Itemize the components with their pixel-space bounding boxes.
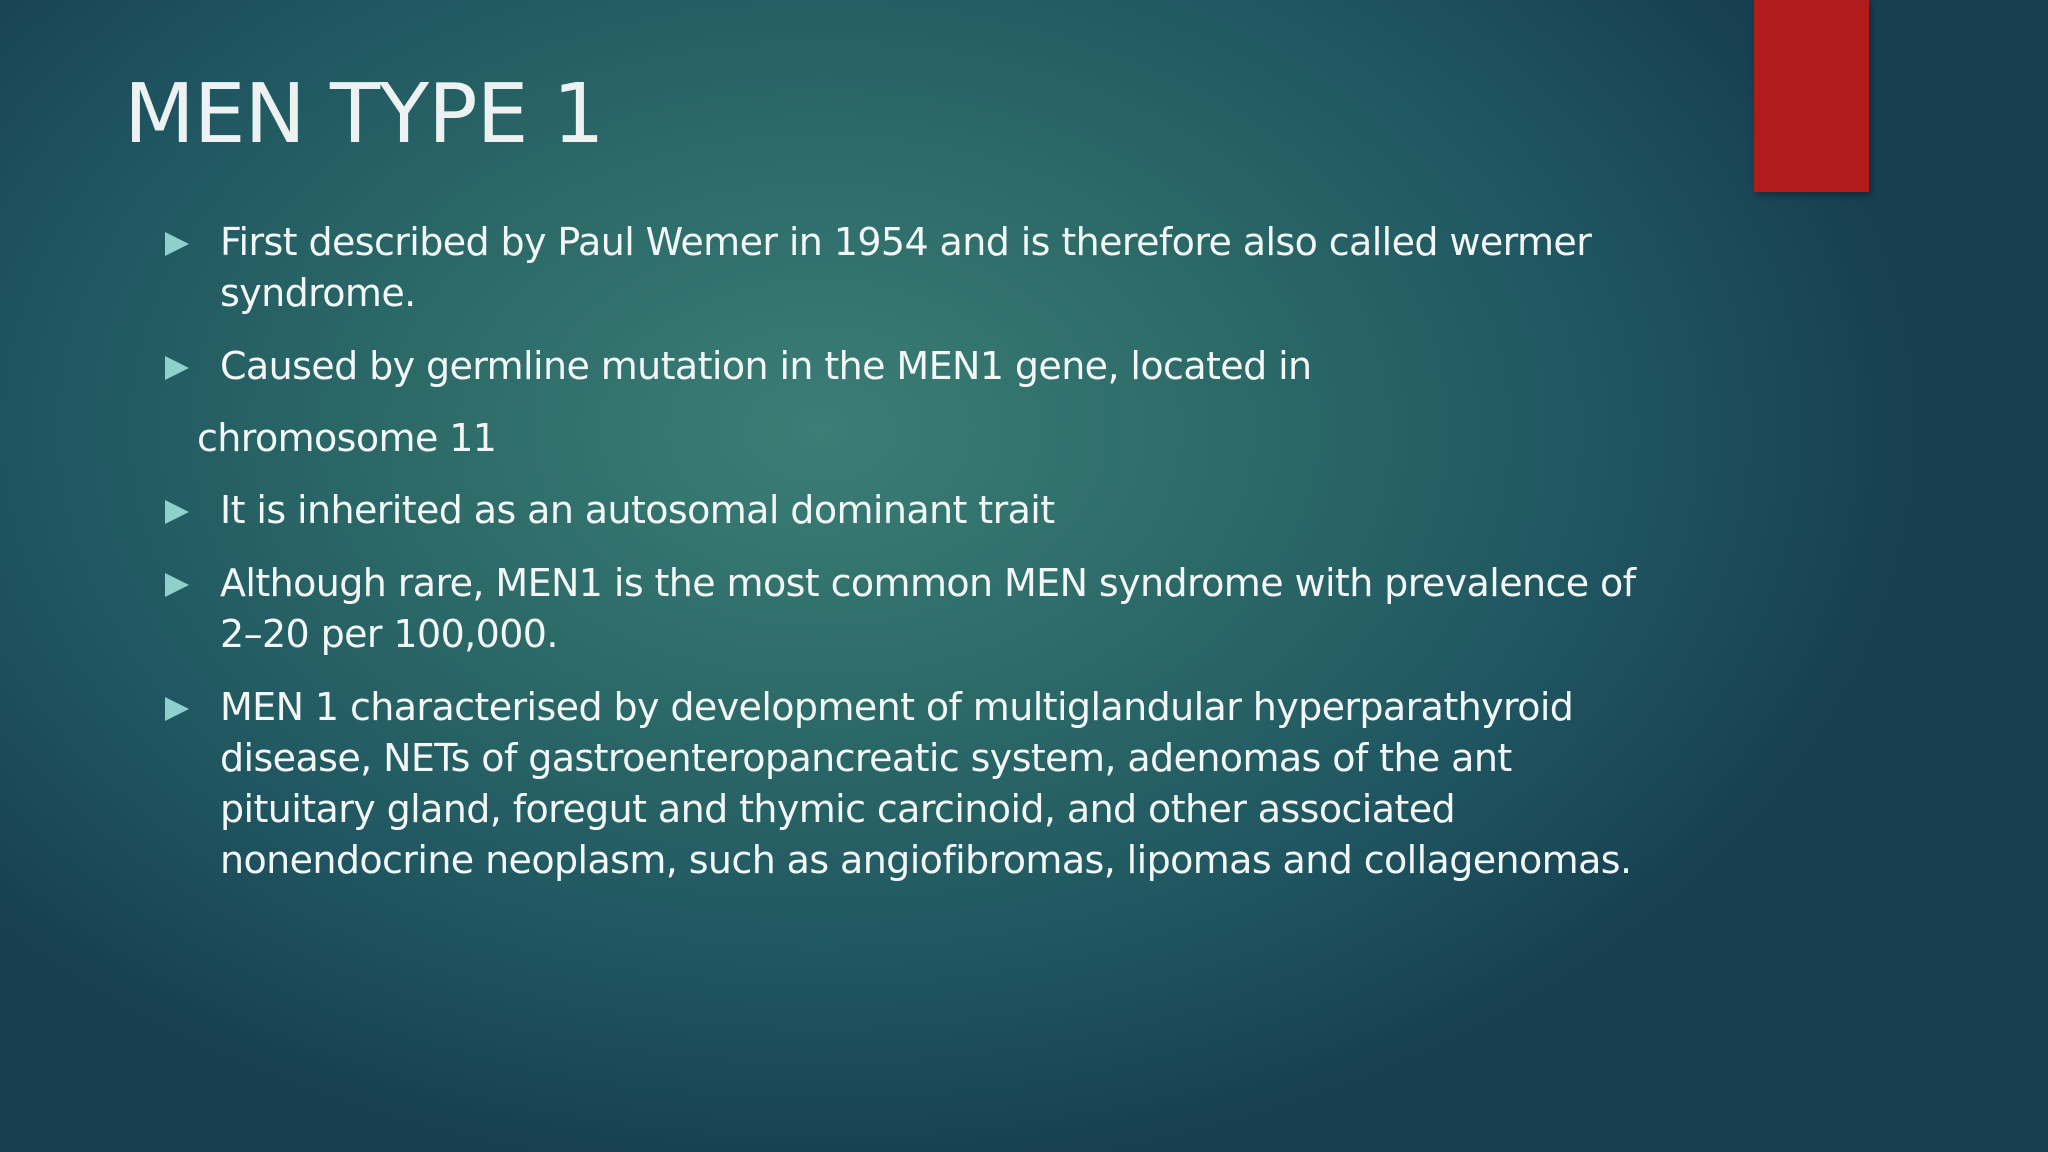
bullet-text: Caused by germline mutation in the MEN1 gene, located in (220, 344, 1312, 388)
bullet-text: Although rare, MEN1 is the most common MEN syndrome with prevalence of 2–20 per 100,000. (220, 561, 1636, 656)
bullet-text: First described by Paul Wemer in 1954 and is therefore also called wermer syndrome. (220, 220, 1592, 315)
triangle-right-icon (165, 697, 189, 721)
bullet-text: MEN 1 characterised by development of multiglandular hyperparathyroid disease, NETs of gastroenteropancreatic system, adenomas of the ant pituitary gland, foregut and thymic carcinoid, and other associated nonendocrine neoplasm, such as angiofibromas, lipomas and collagenomas. (220, 685, 1632, 882)
triangle-right-icon (165, 232, 189, 256)
slide-title: MEN TYPE 1 (124, 67, 604, 162)
triangle-right-icon (165, 500, 189, 524)
bullet-text: It is inherited as an autosomal dominant trait (220, 488, 1055, 532)
continuation-text: chromosome 11 (197, 416, 497, 460)
triangle-right-icon (165, 356, 189, 380)
triangle-right-icon (165, 573, 189, 597)
